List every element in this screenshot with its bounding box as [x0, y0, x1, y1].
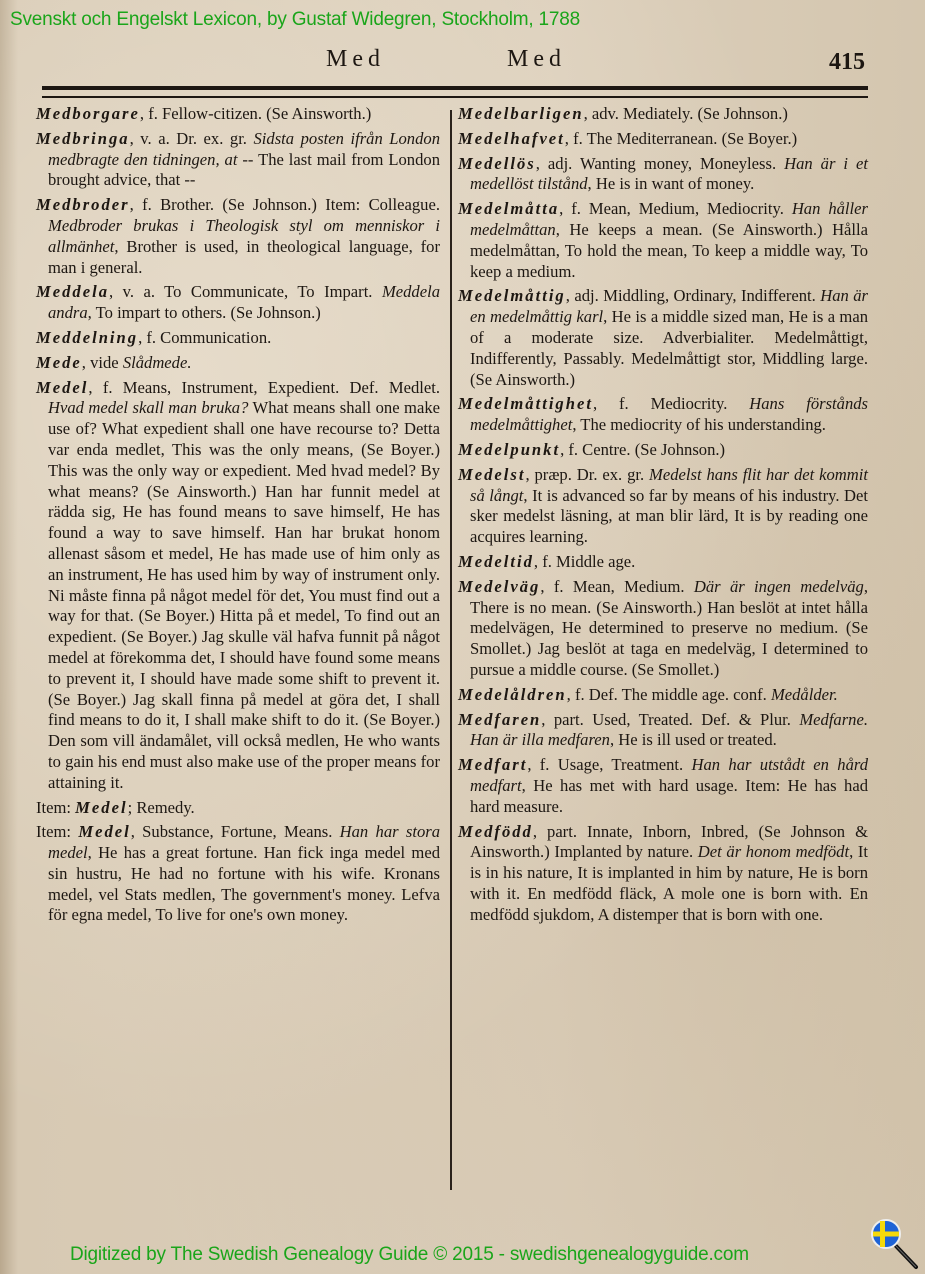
- entry-translation: , The mediocrity of his understanding.: [572, 415, 826, 435]
- entry-translation: What means shall one make use of? What expedient shall one have recourse to? Detta var enda medlet, This was the only means, (Se Boyer.) This was the only way or expedient. Med hvad medel? By what means? (Se Ainsworth.) Han har funnit medel at rädda sig, He has found means to save himself, He has found a way to save himself. Han har brukat honom allenast såsom et medel, He has made use of him only as an instrument, He has used him by way of instrument only. Ni måste finna på något medel för det, You must find out a way for that. (Se Boyer.) Hitta på et medel, To find out an expedient. (Se Boyer.) Jag skulle väl hafva funnit på något medel at förekomma det, I should have found some means to prevent it, I should have made some shift to prevent it. (Se Boyer.) Jag skall finna på medel at göra det, I shall find means to do it, I shall make shift to do it. (Se Boyer.) Den som vill ändamålet, vill också medlen, He who wants to gain his end must also make use of the proper means for attaining it.: [48, 398, 440, 792]
- dictionary-entry: [36, 378, 440, 794]
- entry-headword: Medelmåttig: [458, 286, 566, 306]
- entry-definition: , f. Communication.: [138, 327, 272, 347]
- entry-example: Sidsta posten ifrån London medbragte den tidningen, at --: [48, 128, 440, 169]
- entry-headword: Meddela: [36, 282, 109, 302]
- entry-example: Medelst hans flit har det kommit så långt: [470, 464, 868, 505]
- dictionary-entry: [36, 282, 440, 324]
- entry-headword: Medelmåttighet: [458, 394, 593, 414]
- entry-example: Medålder.: [770, 684, 838, 704]
- entry-translation: , He keeps a mean. (Se Ainsworth.) Hålla medelmåttan, To hold the mean, To keep a middle way, To keep a medium.: [470, 219, 868, 281]
- entry-headword: Medelmåtta: [458, 199, 560, 219]
- dictionary-entry: [36, 798, 440, 819]
- entry-prefix: Item:: [36, 797, 76, 817]
- entry-headword: Meddelning: [36, 327, 139, 347]
- entry-definition: , part. Innate, Inborn, Inbred, (Se Johnson & Ainsworth.) Implanted by nature.: [470, 821, 868, 862]
- entry-translation: , He is ill used or treated.: [609, 730, 777, 750]
- entry-example: Hvad medel skall man bruka?: [48, 398, 249, 418]
- entry-example: Han är i et medellöst tilstånd: [470, 153, 868, 194]
- entry-definition: , adj. Wanting money, Moneyless.: [535, 153, 785, 173]
- dictionary-entry: [458, 440, 868, 461]
- entry-definition: , vide: [81, 352, 123, 372]
- entry-definition: , f. Def. The middle age. conf.: [566, 684, 771, 704]
- dictionary-entry: [36, 129, 440, 191]
- entry-translation: , He is a middle sized man, He is a man of a moderate size. Adverbialiter. Medelmåttigt, Indifferently, Passably. Medelmåttigt stor, Middling large. (Se Ainsworth.): [470, 307, 868, 389]
- dictionary-entry: [458, 199, 868, 282]
- entry-example: Han är en medelmåttig karl: [470, 286, 868, 327]
- header-rule: [42, 86, 868, 98]
- dictionary-entry: [458, 104, 868, 125]
- entry-definition: , f. Fellow-citizen. (Se Ainsworth.): [139, 104, 372, 123]
- dictionary-entry: [36, 822, 440, 926]
- dictionary-entry: [458, 465, 868, 548]
- entry-translation: , It is advanced so far by means of his industry. Det sker medelst läsning, at man blir lärd, It is by reading one acquires learning.: [470, 485, 869, 547]
- entry-translation: , He is in want of money.: [587, 174, 755, 194]
- dictionary-entry: [36, 328, 440, 349]
- entry-example: Slådmede.: [122, 352, 192, 372]
- entry-headword: Medelst: [458, 464, 526, 484]
- running-head: [0, 46, 925, 76]
- entry-translation: , He has met with hard usage. Item: He has had hard measure.: [470, 775, 868, 816]
- page-number: 415: [829, 49, 865, 75]
- entry-headword: Medelbarligen: [458, 104, 584, 123]
- entry-headword: Medfaren: [458, 709, 542, 729]
- dictionary-entry: [458, 822, 868, 926]
- dictionary-entry: [36, 195, 440, 278]
- entry-example: Meddela andra: [48, 282, 440, 323]
- entry-headword: Medfart: [458, 755, 528, 775]
- entry-headword: Medelväg: [458, 576, 541, 596]
- entry-definition: , v. a. Dr. ex. gr.: [129, 128, 254, 148]
- entry-definition: , f. Middle age.: [533, 551, 636, 571]
- dictionary-entry: [458, 154, 868, 196]
- dictionary-entry: [458, 710, 868, 752]
- entry-translation: , He has a great fortune. Han fick inga medel med sin hustru, He had no fortune with his wife. Kronans medel, vel Stats medlen, The government's money. Lefva för egna medel, To live for one's own money.: [48, 843, 440, 925]
- swedish-flag-magnifier-icon: [870, 1218, 920, 1270]
- entry-definition: , Substance, Fortune, Means.: [130, 822, 340, 842]
- entry-definition: , f. Mean, Medium, Mediocrity.: [559, 199, 792, 219]
- dictionary-entry: [458, 577, 868, 681]
- right-column: [458, 104, 868, 929]
- entry-translation: , There is no mean. (Se Ainsworth.) Han beslöt at intet hålla medelvägen, He determined to preserve no medium. (Se Smollet.) Jag beslöt at taga en medelväg, I determined to pursue a middle course. (Se Smollet.): [470, 576, 868, 679]
- running-head-right: Med: [507, 46, 566, 72]
- running-head-left: Med: [326, 46, 385, 72]
- dictionary-entry: [458, 755, 868, 817]
- entry-translation: , It is in his nature, It is implanted in him by nature, He is born with it. En medfödd fläck, A mole one is born with. En medfödd sjukdom, A distemper that is born with one.: [470, 842, 869, 924]
- entry-example: Medbroder brukas i Theologisk styl om menniskor i allmänhet: [48, 215, 440, 256]
- entry-example: Han har stora medel: [48, 822, 440, 863]
- entry-headword: Medellös: [458, 153, 536, 173]
- entry-headword: Medel: [75, 797, 128, 817]
- entry-headword: Medeltid: [458, 551, 534, 571]
- entry-headword: Medelhafvet: [458, 128, 565, 148]
- entry-example: Hans förstånds medelmåttighet: [470, 394, 868, 435]
- dictionary-entry: [458, 394, 868, 436]
- entry-prefix: Item:: [36, 822, 79, 842]
- entry-example: Medfarne. Han är illa medfaren: [470, 709, 868, 750]
- entry-headword: Medfödd: [458, 821, 533, 841]
- dictionary-entry: [36, 353, 440, 374]
- entry-headword: Medelpunkt: [458, 439, 561, 459]
- entry-headword: Medel: [36, 377, 89, 397]
- banner-title: Svenskt och Engelskt Lexicon, by Gustaf Widegren, Stockholm, 1788: [10, 9, 580, 30]
- dictionary-entry: [458, 129, 868, 150]
- entry-headword: Medbroder: [36, 195, 130, 215]
- entry-definition: , præp. Dr. ex. gr.: [525, 464, 650, 484]
- entry-definition: , f. The Mediterranean. (Se Boyer.): [564, 128, 798, 148]
- entry-definition: , f. Mediocrity.: [592, 394, 750, 414]
- dictionary-entry: [458, 286, 868, 390]
- entry-definition: , adv. Mediately. (Se Johnson.): [583, 104, 788, 123]
- entry-definition: , adj. Middling, Ordinary, Indifferent.: [565, 286, 821, 306]
- entry-definition: , f. Brother. (Se Johnson.) Item: Colleague.: [129, 195, 440, 215]
- entry-translation: The last mail from London brought advice, that --: [48, 149, 440, 190]
- dictionary-entry: [36, 104, 440, 125]
- entry-definition: , v. a. To Communicate, To Impart.: [109, 282, 382, 302]
- entry-example: Där är ingen medelväg: [693, 576, 864, 596]
- entry-headword: Medel: [78, 822, 131, 842]
- entry-translation: , To impart to others. (Se Johnson.): [87, 303, 321, 323]
- entry-definition: , part. Used, Treated. Def. & Plur.: [541, 709, 800, 729]
- footer-credit: Digitized by The Swedish Genealogy Guide © 2015 - swedishgenealogyguide.com: [70, 1244, 749, 1265]
- entry-definition: , f. Usage, Treatment.: [527, 755, 692, 775]
- entry-definition: ; Remedy.: [127, 797, 195, 817]
- dictionary-entry: [458, 552, 868, 573]
- left-column: [36, 104, 440, 930]
- entry-translation: , Brother is used, in theological language, for man i general.: [48, 236, 440, 277]
- entry-headword: Medborgare: [36, 104, 140, 123]
- column-divider: [450, 110, 452, 1190]
- entry-definition: , f. Centre. (Se Johnson.): [560, 439, 726, 459]
- entry-headword: Medelåldren: [458, 684, 567, 704]
- entry-definition: , f. Mean, Medium.: [540, 576, 694, 596]
- entry-definition: , f. Means, Instrument, Expedient. Def. Medlet.: [88, 377, 440, 397]
- dictionary-entry: [458, 685, 868, 706]
- entry-example: Han har utstådt en hård medfart: [470, 755, 868, 795]
- entry-example: Han håller medelmåttan: [470, 199, 868, 239]
- entry-headword: Mede: [36, 352, 82, 372]
- entry-example: Det är honom medfödt: [697, 842, 850, 862]
- entry-headword: Medbringa: [36, 128, 130, 148]
